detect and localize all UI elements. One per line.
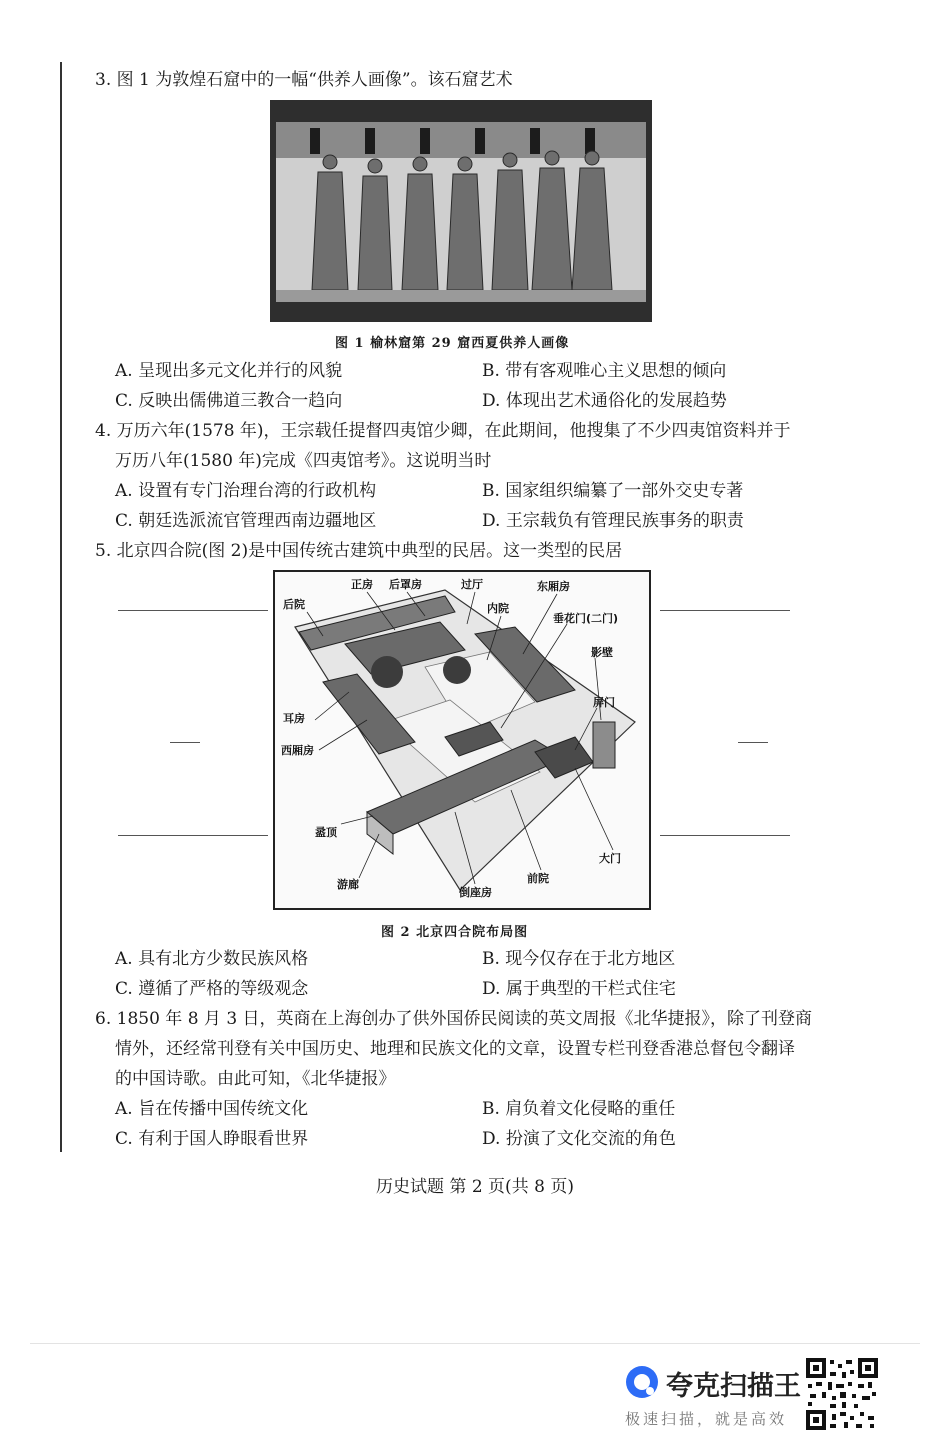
margin-rule <box>118 835 268 836</box>
label-yingbi: 影壁 <box>591 646 613 659</box>
q4-option-d: D. 王宗载负有管理民族事务的职责 <box>482 511 744 531</box>
figure-2-siheyuan-layout <box>273 570 651 910</box>
label-erfang: 耳房 <box>283 712 305 725</box>
margin-rule <box>738 742 768 743</box>
label-houyuan: 后院 <box>283 598 305 611</box>
q4-option-b: B. 国家组织编纂了一部外交史专著 <box>482 481 744 501</box>
q3-option-a: A. 呈现出多元文化并行的风貌 <box>115 361 343 381</box>
q4-stem-line-2: 万历八年(1580 年)完成《四夷馆考》。这说明当时 <box>115 451 492 471</box>
label-qianyuan: 前院 <box>527 872 549 885</box>
label-guoting: 过厅 <box>461 578 483 591</box>
label-zhengfang: 正房 <box>351 578 373 591</box>
q4-option-c: C. 朝廷选派流官管理西南边疆地区 <box>115 511 377 531</box>
quark-logo-icon <box>624 1364 660 1400</box>
label-pingmen: 屏门 <box>593 696 615 709</box>
figure-1-caption: 图 1 榆林窟第 29 窟西夏供养人画像 <box>335 336 570 351</box>
margin-rule <box>170 742 200 743</box>
q3-option-c: C. 反映出儒佛道三教合一趋向 <box>115 391 343 411</box>
label-damen: 大门 <box>599 852 621 865</box>
q5-option-a: A. 具有北方少数民族风格 <box>115 949 309 969</box>
page-footer: 历史试题 第 2 页(共 8 页) <box>376 1177 574 1197</box>
label-luding: 盝顶 <box>315 826 337 839</box>
q3-option-d: D. 体现出艺术通俗化的发展趋势 <box>482 391 727 411</box>
q3-option-b: B. 带有客观唯心主义思想的倾向 <box>482 361 727 381</box>
q4-option-a: A. 设置有专门治理台湾的行政机构 <box>115 481 377 501</box>
watermark-brand: 夸克扫描王 <box>666 1371 801 1402</box>
q6-option-b: B. 肩负着文化侵略的重任 <box>482 1099 676 1119</box>
figure-1-donor-portrait <box>270 100 652 322</box>
q4-stem-line-1: 4. 万历六年(1578 年)，王宗载任提督四夷馆少卿，在此期间，他搜集了不少四夷馆资料并于 <box>95 421 791 441</box>
label-houzhaofang: 后罩房 <box>389 578 422 591</box>
label-youlang: 游廊 <box>337 878 359 891</box>
margin-rule <box>660 610 790 611</box>
label-neiyuan: 内院 <box>487 602 509 615</box>
q6-stem-line-3: 的中国诗歌。由此可知，《北华捷报》 <box>115 1069 396 1089</box>
q6-stem-line-1: 6. 1850 年 8 月 3 日，英商在上海创办了供外国侨民阅读的英文周报《北华捷报》，除了刊登商 <box>95 1009 813 1029</box>
margin-rule <box>660 835 790 836</box>
q6-stem-line-2: 情外，还经常刊登有关中国历史、地理和民族文化的文章，设置专栏刊登香港总督包令翻译 <box>115 1039 795 1059</box>
q5-option-c: C. 遵循了严格的等级观念 <box>115 979 309 999</box>
q5-option-b: B. 现今仅存在于北方地区 <box>482 949 676 969</box>
q3-stem: 3. 图 1 为敦煌石窟中的一幅“供养人画像”。该石窟艺术 <box>95 70 513 90</box>
watermark-slogan: 极速扫描，就是高效 <box>625 1410 788 1428</box>
label-dongxiangfang: 东厢房 <box>537 580 570 593</box>
label-daozuofang: 倒座房 <box>459 886 492 899</box>
margin-rule <box>118 610 268 611</box>
q5-stem: 5. 北京四合院(图 2)是中国传统古建筑中典型的民居。这一类型的民居 <box>95 541 623 561</box>
watermark-separator <box>30 1343 920 1344</box>
label-xixiangfang: 西厢房 <box>281 744 314 757</box>
q6-option-c: C. 有利于国人睁眼看世界 <box>115 1129 309 1149</box>
margin-binding-line <box>60 62 62 1152</box>
q6-option-a: A. 旨在传播中国传统文化 <box>115 1099 309 1119</box>
q6-option-d: D. 扮演了文化交流的角色 <box>482 1129 676 1149</box>
qr-code-icon <box>806 1358 878 1430</box>
figure-2-caption: 图 2 北京四合院布局图 <box>381 925 529 940</box>
q5-option-d: D. 属于典型的干栏式住宅 <box>482 979 676 999</box>
label-chuihuamen: 垂花门(二门) <box>553 612 619 625</box>
